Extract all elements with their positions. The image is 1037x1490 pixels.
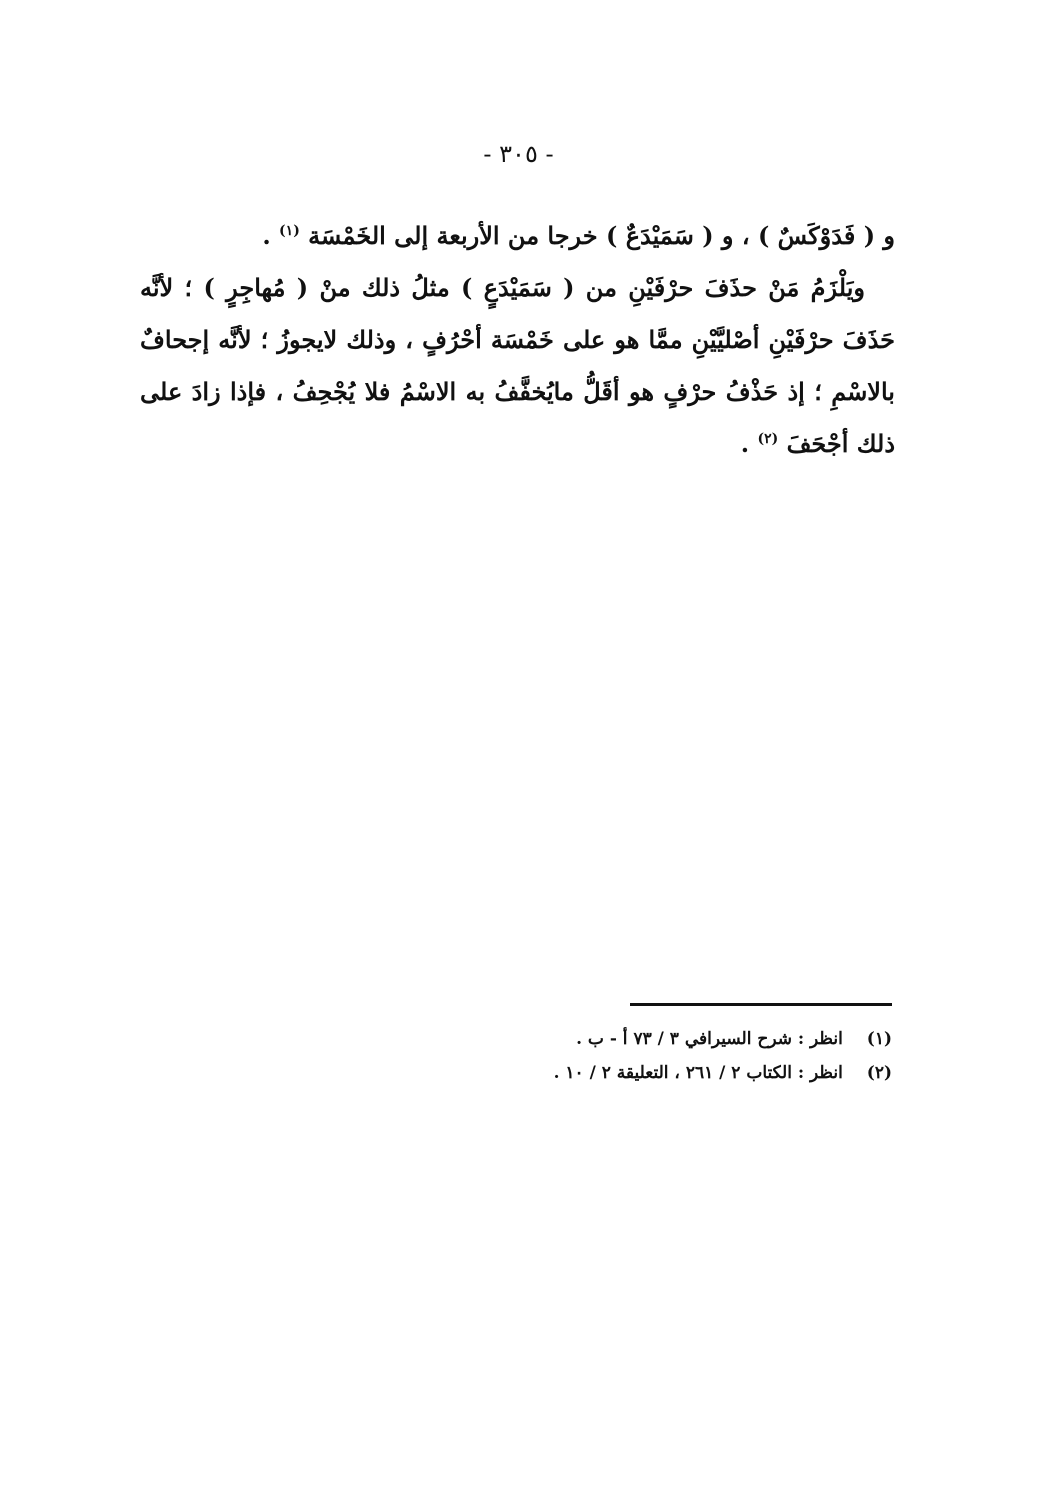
footnote-number: (١) <box>866 1029 892 1049</box>
footnotes <box>300 1022 892 1090</box>
footnote-2 <box>300 1056 892 1090</box>
paragraph-2-text: ويَلْزَمُ مَنْ حذَفَ حرْفَيْنِ من ( سَمَيْدَعٍ ) مثلُ ذلك منْ ( مُهاجِرٍ ) ؛ لأنَّه حَذَفَ حرْفَيْنِ أصْليَّيْنِ ممَّا هو على خَمْسَة أحْرُفٍ ، وذلك لايجوزُ ؛ لأنَّه إجحافٌ بالاسْمِ ؛ إذ حَذْفُ حرْفٍ هو أقَلُّ مايُخفَّفُ به الاسْمُ فلا يُجْحِفُ ، فإذا زادَ على ذلك أجْحَفَ <box>140 273 895 458</box>
page-number: - ٣٠٥ - <box>483 140 554 168</box>
footnote-1 <box>300 1022 892 1056</box>
footnote-number: (٢) <box>866 1063 892 1083</box>
line-1-end: . <box>262 221 271 250</box>
footnote-ref-1: (١) <box>279 223 300 239</box>
footnote-text: انظر : شرح السيرافي ٣ / ٧٣ أ - ب . <box>576 1029 843 1049</box>
footnote-ref-2: (٢) <box>757 431 779 447</box>
line-1-text: و ( فَدَوْكَسٌ ) ، و ( سَمَيْدَعٌ ) خرجا من الأربعة إلى الخَمْسَة <box>308 221 895 250</box>
paragraph-2-end: . <box>740 429 750 458</box>
footnote-text: انظر : الكتاب ٢ / ٢٦١ ، التعليقة ٢ / ١٠ . <box>553 1063 843 1083</box>
text-line-1 <box>140 210 895 262</box>
paragraph-2 <box>140 262 895 470</box>
main-text <box>140 210 895 470</box>
footnote-separator <box>630 1003 892 1006</box>
